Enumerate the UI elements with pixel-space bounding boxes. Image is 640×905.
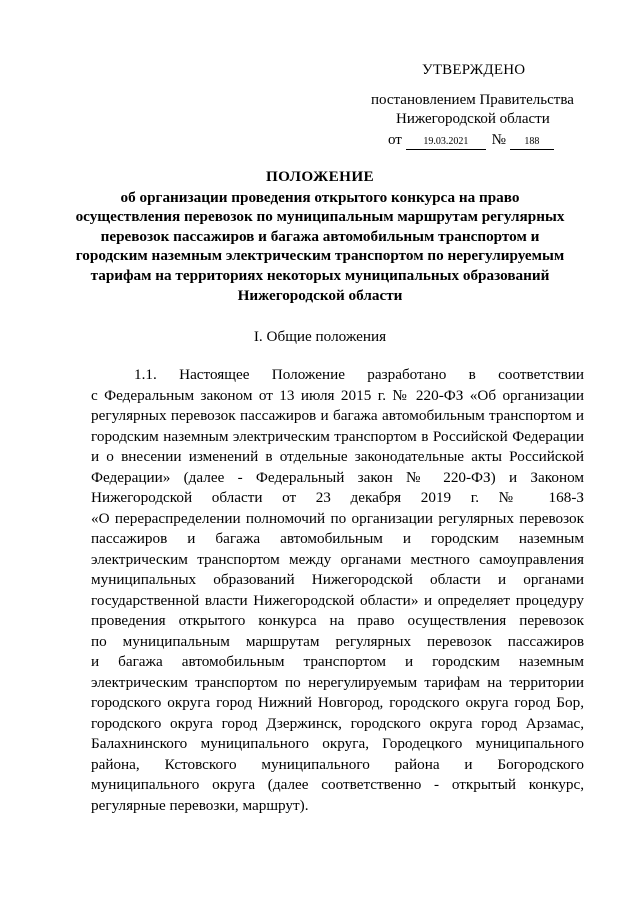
title-line: Нижегородской области bbox=[237, 286, 403, 304]
title-line: тарифам на территориях некоторых муниципальных образований bbox=[90, 266, 550, 284]
paragraph-line: электрическим транспортом по нерегулируемым тарифам на территории bbox=[91, 673, 584, 691]
paragraph-line: Нижегородской области от 23 декабря 2019 г. № 168-З bbox=[91, 489, 584, 506]
paragraph-line: с Федеральным законом от 13 июля 2015 г. № 220-ФЗ «Об организации bbox=[91, 386, 584, 404]
date-prefix: от bbox=[388, 132, 402, 148]
decree-date-row bbox=[388, 130, 554, 150]
paragraph-line: и багажа автомобильным транспортом и городским наземным bbox=[91, 653, 584, 670]
paragraph-line: государственной власти Нижегородской области» и определяет процедуру bbox=[91, 591, 584, 609]
paragraph-line: и о внесении изменений в отдельные законодательные акты Российской bbox=[91, 448, 584, 465]
paragraph-line: Балахнинского муниципального округа, Городецкого муниципального bbox=[91, 735, 584, 752]
paragraph-1-1 bbox=[91, 365, 584, 816]
title-line: городским наземным электрическим транспортом по нерегулируемым bbox=[75, 247, 565, 265]
paragraph-line: городским наземным электрическим транспортом в Российской Федерации bbox=[91, 427, 584, 445]
paragraph-line: проведения открытого конкурса на право осуществления перевозок bbox=[91, 612, 584, 629]
paragraph-line: пассажиров и багажа автомобильным и городским наземным bbox=[91, 530, 584, 547]
paragraph-line: регулярных перевозок пассажиров и багажа автомобильным транспортом и bbox=[91, 407, 584, 424]
title-line: об организации проведения открытого конкурса на право bbox=[120, 188, 520, 206]
paragraph-line: по муниципальным маршрутам регулярных перевозок пассажиров bbox=[91, 632, 584, 650]
title-line: перевозок пассажиров и багажа автомобильным транспортом и bbox=[100, 227, 540, 245]
paragraph-line: городского округа город Нижний Новгород, городского округа город Бор, bbox=[91, 694, 584, 711]
decree-number: 188 bbox=[510, 135, 554, 150]
paragraph-line: регулярные перевозки, маршрут). bbox=[91, 796, 309, 814]
paragraph-line: электрическим транспортом между органами местного самоуправления bbox=[91, 550, 584, 568]
paragraph-line: «О перераспределении полномочий по организации регулярных перевозок bbox=[91, 509, 584, 527]
paragraph-line: муниципального округа (далее соответственно - открытый конкурс, bbox=[91, 776, 584, 793]
paragraph-line: муниципальных образований Нижегородской области и органами bbox=[91, 571, 584, 588]
approved-label: УТВЕРЖДЕНО bbox=[422, 62, 526, 78]
paragraph-line: Федерации» (далее - Федеральный закон № 220-ФЗ) и Законом bbox=[91, 468, 584, 486]
number-sign: № bbox=[491, 132, 506, 148]
title-line: осуществления перевозок по муниципальным маршрутам регулярных bbox=[75, 208, 565, 226]
region-line: Нижегородской области bbox=[396, 111, 550, 127]
document-title bbox=[60, 167, 580, 305]
paragraph-line: городского округа город Дзержинск, городского округа город Арзамас, bbox=[91, 714, 584, 732]
decree-date: 19.03.2021 bbox=[406, 135, 486, 150]
paragraph-line: района, Кстовского муниципального района и Богородского bbox=[91, 755, 584, 773]
title-heading: ПОЛОЖЕНИЕ bbox=[265, 168, 375, 185]
section-heading: I. Общие положения bbox=[253, 328, 387, 345]
decree-line: постановлением Правительства bbox=[371, 92, 574, 108]
paragraph-line: 1.1. Настоящее Положение разработано в соответствии bbox=[134, 366, 584, 383]
